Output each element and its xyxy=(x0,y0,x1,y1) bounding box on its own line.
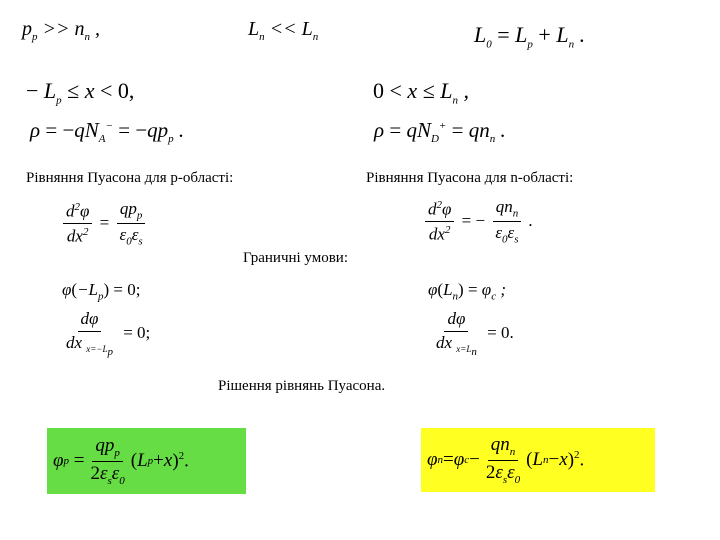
solution-n-box: φ n = φ c − $\frac{qn_n}{2\varepsilon_s\varepsilon_0}$ ( L n − x )$^2$. xyxy=(421,428,655,492)
boundary-condition-n-potential: $\varphi(L_n) = \varphi_c$ ; xyxy=(428,280,507,303)
solution-label: Рішення рівнянь Пуасона. xyxy=(218,378,386,394)
boundary-condition-n-field: $\frac{d\varphi}{dx _{x=L_n}}$ = 0. xyxy=(436,309,514,358)
poisson-equation-p: $\frac{d^2\varphi}{dx^2}$ = $\frac{qp_p}{\varepsilon_0\varepsilon_s}$ xyxy=(60,200,149,248)
total-length-equation: $L_0 = L_p + L_n$ . xyxy=(474,22,586,51)
boundary-condition-p-potential: $\varphi(-L_p) = 0$; xyxy=(62,280,141,303)
p-region-range: − $L_p \le x < 0$, xyxy=(26,78,135,107)
n-region-range: $0 < x \le L_n$ , xyxy=(373,78,470,107)
solution-p-box: φ p = $\frac{qp_p}{2\varepsilon_s\varepsilon_0}$ ( L p + x )$^2$. xyxy=(47,428,246,494)
poisson-n-label: Рівняння Пуасона для n-області: xyxy=(366,170,574,186)
boundary-condition-p-field: $\frac{d\varphi}{dx _{x=-L_p}}$ = 0; xyxy=(66,309,151,358)
poisson-p-label: Рівняння Пуасона для р-області: xyxy=(26,170,234,186)
p-region-charge-density: $\rho = -qN_A^- = -qp_p$ . xyxy=(30,118,185,146)
boundary-conditions-label: Граничні умови: xyxy=(243,250,348,266)
condition-majority-carriers: $p_p >> n_n$ , xyxy=(22,18,100,43)
n-region-charge-density: $\rho = qN_D^+ = qn_n$ . xyxy=(374,118,506,146)
poisson-equation-n: $\frac{d^2\varphi}{dx^2}$ = − $\frac{qn_n}{\varepsilon_0\varepsilon_s}$ . xyxy=(422,198,533,246)
condition-lengths: $L_n << L_n$ xyxy=(248,18,319,43)
